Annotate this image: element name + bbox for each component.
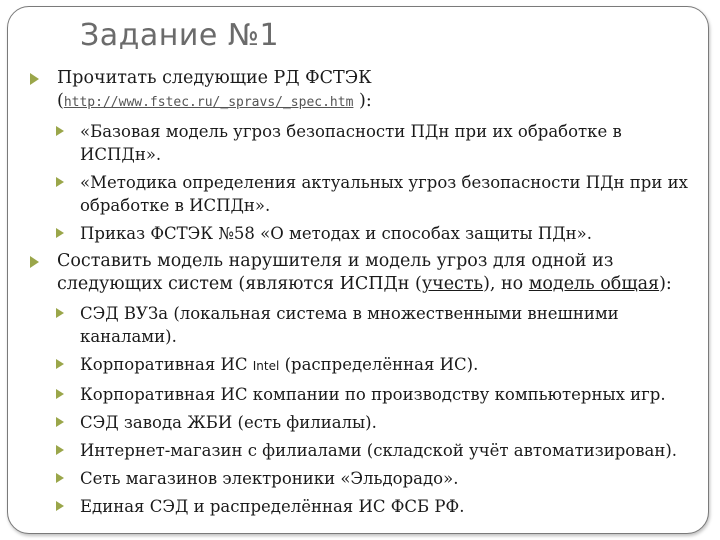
system-item-text: Сеть магазинов электроники «Эльдорадо». [80, 469, 459, 488]
triangle-bullet-icon [56, 177, 64, 187]
triangle-bullet-icon [56, 417, 64, 427]
document-item-order-58 [26, 222, 706, 245]
paren-close: ): [359, 91, 372, 111]
system-item-eldorado-chain [26, 467, 706, 490]
system-item-text: СЭД завода ЖБИ (есть филиалы). [80, 413, 377, 432]
document-item-basic-threat-model [26, 120, 706, 166]
task-item-build-model [26, 250, 706, 296]
system-item-game-company-is [26, 383, 706, 406]
triangle-bullet-icon [30, 73, 39, 85]
triangle-bullet-icon [56, 228, 64, 238]
document-item-text: «Базовая модель угроз безопасности ПДн при их обработке в ИСПДн». [80, 122, 622, 164]
document-item-text: «Методика определения актуальных угроз безопасности ПДн при их обработке в ИСПДн». [80, 173, 688, 215]
triangle-bullet-icon [56, 308, 64, 318]
intel-text: Intel [252, 359, 280, 373]
triangle-bullet-icon [56, 501, 64, 511]
paren-open: ( [57, 91, 64, 111]
triangle-bullet-icon [56, 473, 64, 483]
system-item-text-after: (распределённая ИС). [279, 355, 479, 374]
slide-content [26, 67, 706, 523]
document-item-text: Приказ ФСТЭК №58 «О методах и способах защиты ПДн». [80, 224, 592, 243]
system-item-intel-corporate-is [26, 353, 706, 378]
slide-title: Задание №1 [80, 18, 280, 53]
fstec-link[interactable]: http://www.fstec.ru/_spravs/_spec.htm [63, 95, 354, 110]
task-item-text: Прочитать следующие РД ФСТЭК [57, 68, 372, 88]
triangle-bullet-icon [56, 389, 64, 399]
system-item-text: Интернет-магазин с филиалами (складской учёт автоматизирован). [80, 441, 678, 460]
triangle-bullet-icon [30, 256, 39, 268]
task-item-read-documents [26, 67, 706, 114]
underlined-note-consider: учесть [421, 274, 484, 294]
system-item-text-before: Корпоративная ИС [80, 355, 253, 374]
system-item-text: СЭД ВУЗа (локальная система в множественными внешними каналами). [80, 304, 619, 346]
system-item-text: Корпоративная ИС компании по производству компьютерных игр. [80, 385, 666, 404]
system-item-fsb-unified-edms [26, 495, 706, 518]
triangle-bullet-icon [56, 126, 64, 136]
task-item-text-middle: ), но [483, 274, 529, 294]
task-item-text-after: ): [659, 274, 672, 294]
task-item-text-before: Составить модель нарушителя и модель угроз для одной из следующих систем (являются ИСПДн ( [57, 251, 614, 294]
system-item-online-store [26, 439, 706, 462]
triangle-bullet-icon [56, 359, 64, 369]
system-item-university-edms [26, 302, 706, 348]
system-item-concrete-plant-edms [26, 411, 706, 434]
underlined-note-common-model: модель общая [528, 274, 660, 294]
system-item-text: Единая СЭД и распределённая ИС ФСБ РФ. [80, 497, 465, 516]
document-item-methodology [26, 171, 706, 217]
triangle-bullet-icon [56, 445, 64, 455]
